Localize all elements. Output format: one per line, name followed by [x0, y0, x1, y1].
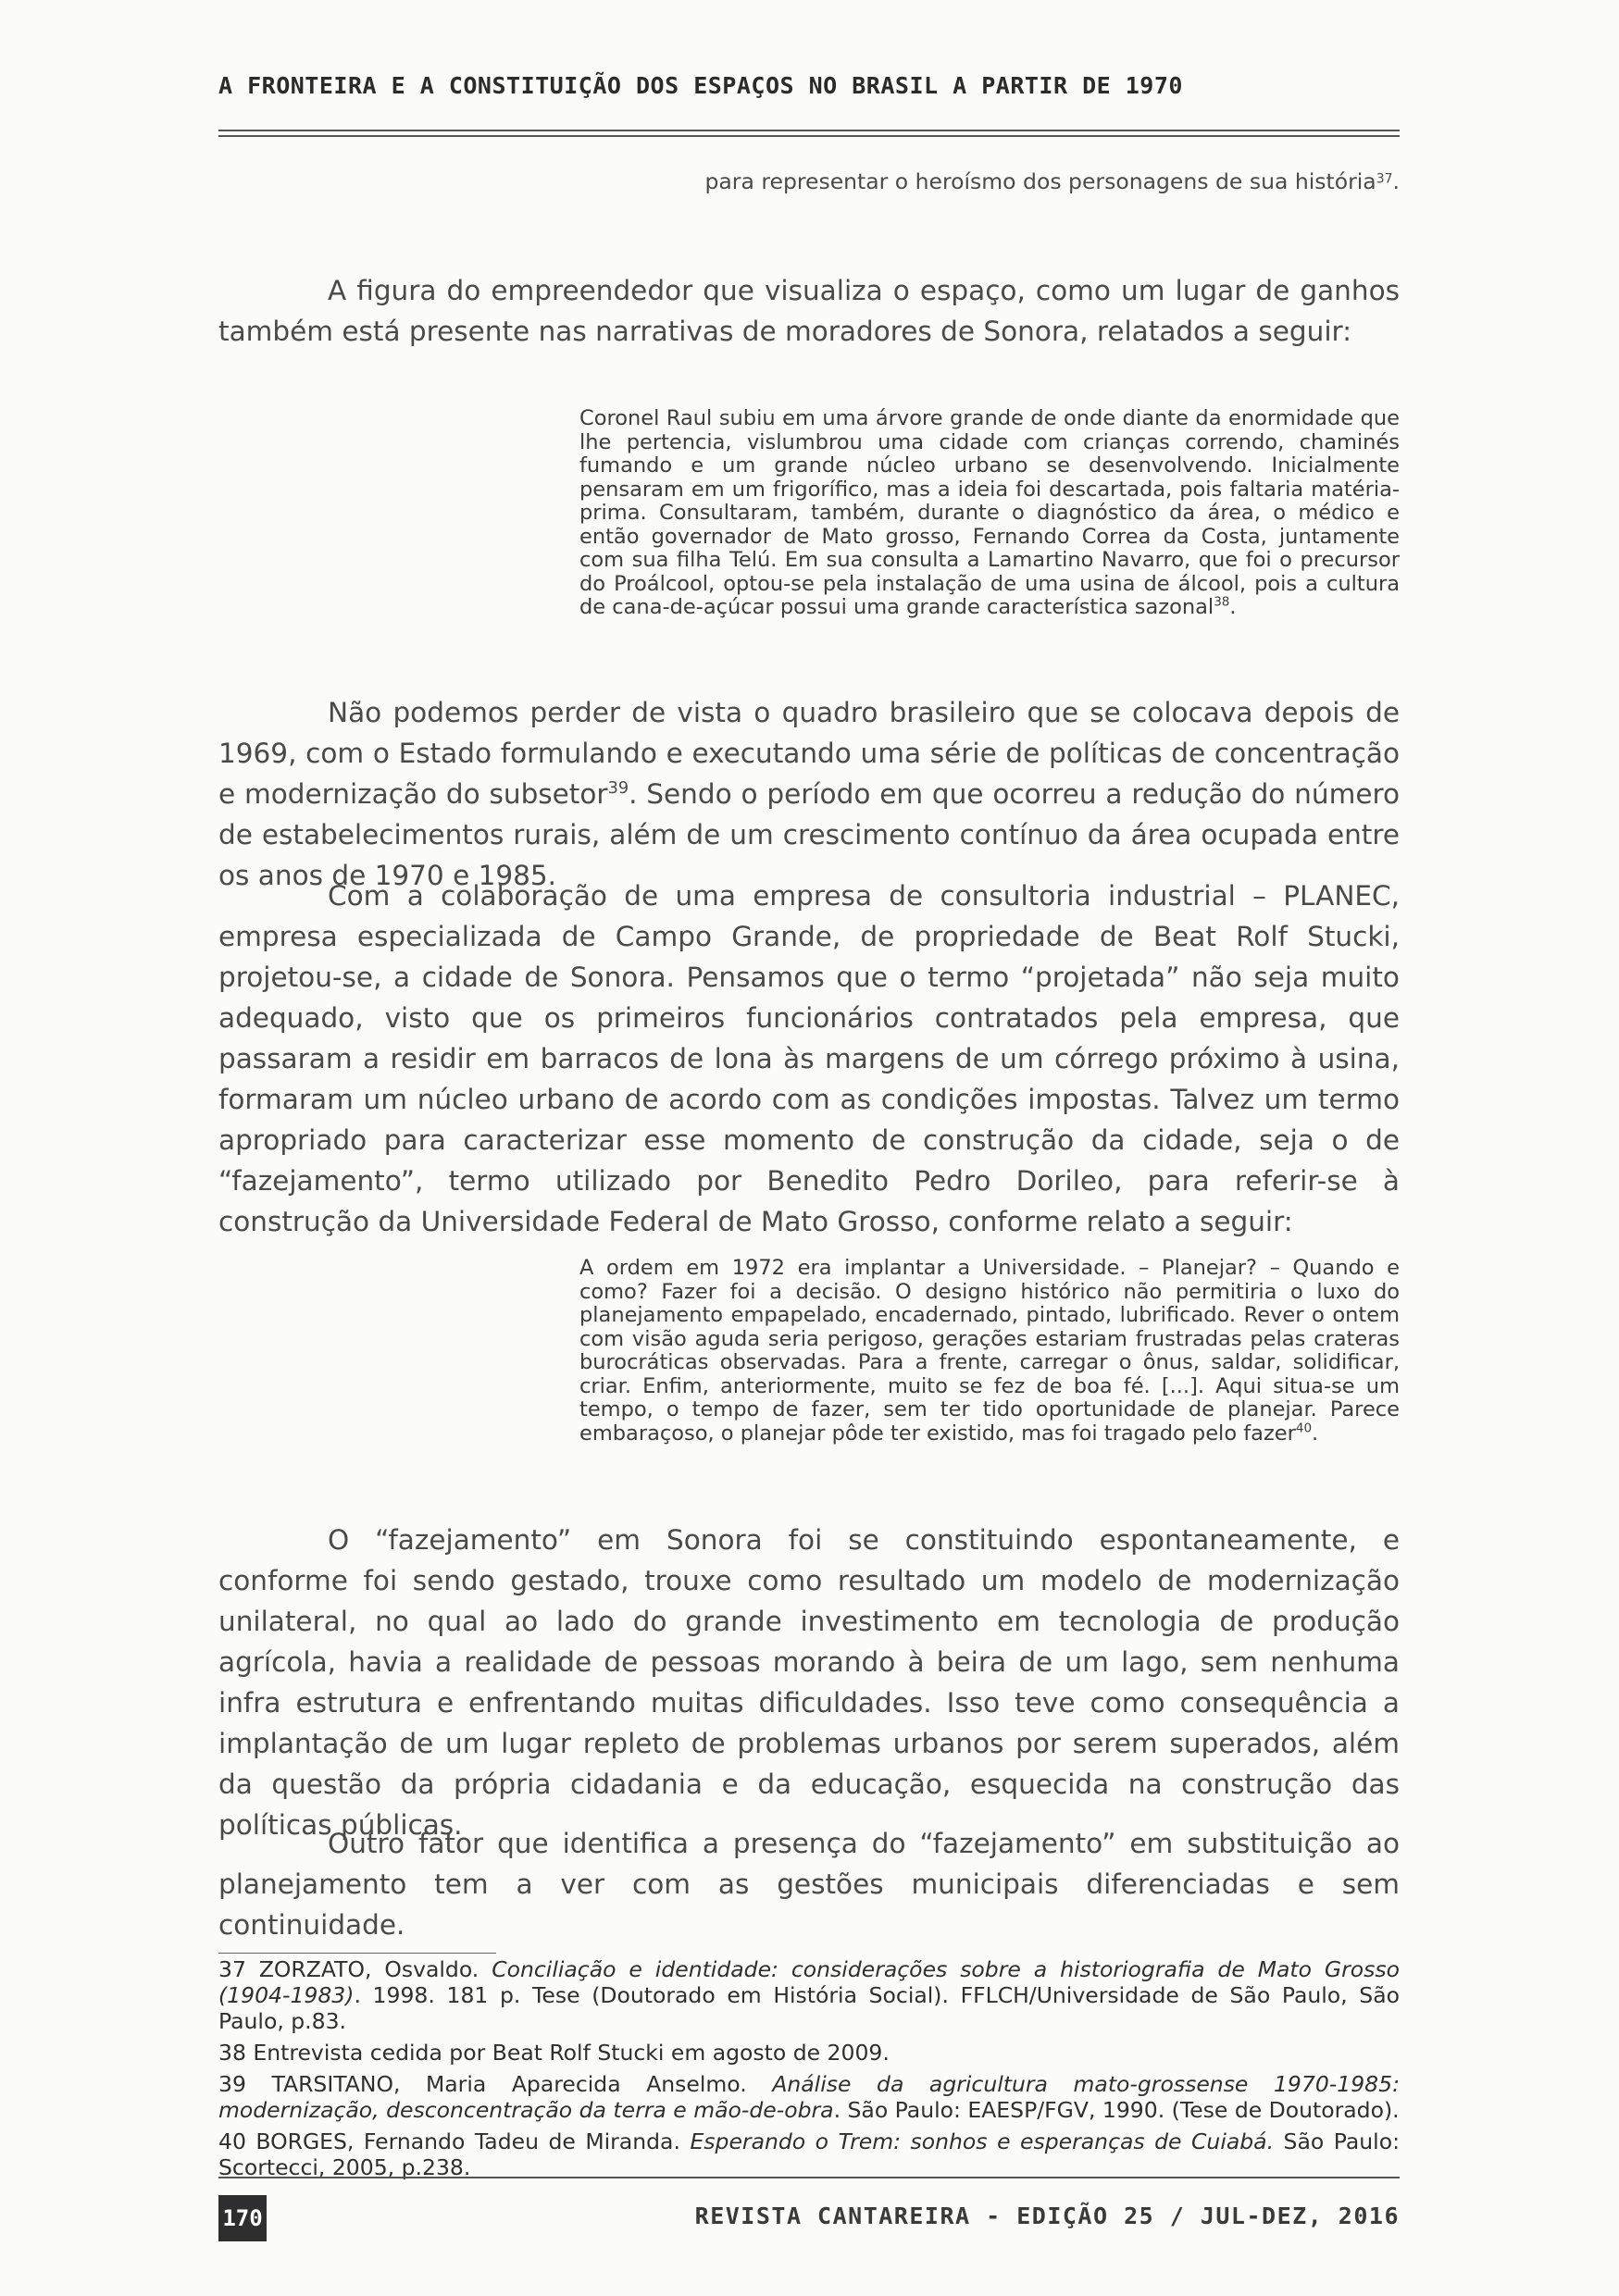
footnote-ref-39[interactable]: 39: [607, 779, 629, 799]
running-title: A FRONTEIRA E A CONSTITUIÇÃO DOS ESPAÇOS NO BRASIL A PARTIR DE 1970: [218, 72, 1183, 99]
footnote-40: [218, 2128, 1400, 2180]
paragraph-3: Com a colaboração de uma empresa de consultoria industrial – PLANEC, empresa especializada de Campo Grande, de propriedade de Beat Rolf Stucki, projetou-se, a cidade de Sonora. Pensamos que o termo “projetada” não seja muito adequado, visto que os primeiros funcionários contratados pela empresa, que passaram a residir em barracos de lona às margens de um córrego próximo à usina, formaram um núcleo urbano de acordo com as condições impostas. Talvez um termo apropriado para caracterizar esse momento de construção da cidade, seja o de “fazejamento”, termo utilizado por Benedito Pedro Dorileo, para referir-se à construção da Universidade Federal de Mato Grosso, conforme relato a seguir:: [218, 880, 1400, 1237]
footnote-39-details: . São Paulo: EAESP/FGV, 1990. (Tese de Doutorado).: [833, 2097, 1400, 2123]
footnote-ref-38[interactable]: 38: [1214, 594, 1230, 610]
footnote-ref-40[interactable]: 40: [1295, 1421, 1313, 1435]
footnote-37: [218, 1956, 1400, 2034]
paragraph-3-container: [218, 875, 1400, 1242]
footer-rule: [218, 2177, 1400, 2178]
footnote-39-author: 39 TARSITANO, Maria Aparecida Anselmo.: [218, 2071, 773, 2097]
footnote-40-title: Esperando o Trem: sonhos e esperanças de Cuiabá.: [690, 2128, 1275, 2154]
footnote-40-author: 40 BORGES, Fernando Tadeu de Miranda.: [218, 2128, 691, 2154]
footnote-37-details: . 1998. 181 p. Tese (Doutorado em História Social). FFLCH/Universidade de São Paulo, São Paulo, p.83.: [218, 1982, 1400, 2034]
continuation-line: para representar o heroísmo dos personagens de sua história$^{37}$.: [704, 168, 1400, 194]
paragraph-5: Outro fator que identifica a presença do “fazejamento” em substituição ao planejamento tem a ver com as gestões municipais diferenciadas e sem continuidade.: [218, 1828, 1400, 1941]
block-quote-1-text: Coronel Raul subiu em uma árvore grande de onde diante da enormidade que lhe pertencia, vislumbrou uma cidade com crianças correndo, chaminés fumando e um grande núcleo urbano se desenvolvendo. Inicialmente pensaram em um frigorífico, mas a ideia foi descartada, pois faltaria matéria-prima. Consultaram, também, durante o diagnóstico da área, o médico e então governador de Mato grosso, Fernando Correa da Costa, juntamente com sua filha Telú. Em sua consulta a Lamartino Navarro, que foi o precursor do Proálcool, optou-se pela instalação de uma usina de álcool, pois a cultura de cana-de-açúcar possui uma grande característica sazonal: [579, 406, 1400, 619]
footnote-ref-37[interactable]: 37: [1376, 171, 1393, 187]
paragraph-4-container: [218, 1520, 1400, 1845]
paragraph-4: O “fazejamento” em Sonora foi se constituindo espontaneamente, e conforme foi sendo gestado, trouxe como resultado um modelo de modernização unilateral, no qual ao lado do grande investimento em tecnologia de produção agrícola, havia a realidade de pessoas morando à beira de um lago, sem nenhuma infra estrutura e enfrentando muitas dificuldades. Isso teve como consequência a implantação de um lugar repleto de problemas urbanos por serem superados, além da questão da própria cidadania e da educação, esquecida na construção das políticas públicas.: [218, 1524, 1400, 1841]
paragraph-2-container: [218, 692, 1400, 896]
footnote-37-author: 37 ZORZATO, Osvaldo.: [218, 1956, 492, 1982]
page-number: 170: [218, 2195, 267, 2241]
continuation-text: para representar o heroísmo dos personagens de sua história: [704, 168, 1376, 194]
block-quote-1: Coronel Raul subiu em uma árvore grande de onde diante da enormidade que lhe pertencia, vislumbrou uma cidade com crianças correndo, chaminés fumando e um grande núcleo urbano se desenvolvendo. Inicialmente pensaram em um frigorífico, mas a ideia foi descartada, pois faltaria matéria-prima. Consultaram, também, durante o diagnóstico da área, o médico e então governador de Mato grosso, Fernando Correa da Costa, juntamente com sua filha Telú. Em sua consulta a Lamartino Navarro, que foi o precursor do Proálcool, optou-se pela instalação de uma usina de álcool, pois a cultura de cana-de-açúcar possui uma grande característica sazonal$^{38}$.: [579, 406, 1400, 619]
paragraph-2-text-a: Não podemos perder de vista o quadro brasileiro que se colocava depois de 1969, com o Estado formulando e executando uma série de políticas de concentração e modernização do subsetor: [218, 697, 1400, 810]
footnote-separator: [218, 1953, 496, 1954]
footnote-39: [218, 2071, 1400, 2123]
block-quote-2: A ordem em 1972 era implantar a Universidade. – Planejar? – Quando e como? Fazer foi a decisão. O designo histórico não permitiria o luxo do planejamento empapelado, encadernado, pintado, lubrificado. Rever o ontem com visão aguda seria perigoso, gerações estariam frustradas pelas crateras burocráticas observadas. Para a frente, carregar o ônus, saldar, solidificar, criar. Enfim, anteriormente, muito se fez de boa fé. [...]. Aqui situa-se um tempo, o tempo de fazer, sem ter tido oportunidade de planejar. Parece embaraçoso, o planejar pôde ter existido, mas foi tragado pelo fazer$^{40}$.: [579, 1256, 1400, 1446]
footnote-37-title: Conciliação e identidade: considerações sobre a historiografia de Mato Grosso (1904-1983): [218, 1956, 1401, 2008]
paragraph-1-container: [218, 270, 1400, 352]
footnote-38: 38 Entrevista cedida por Beat Rolf Stucki em agosto de 2009.: [218, 2040, 890, 2066]
paragraph-2: [218, 692, 1400, 896]
paragraph-5-container: [218, 1823, 1400, 1945]
footnote-39-title: Análise da agricultura mato-grossense 1970-1985: modernização, desconcentração da terra e mão-de-obra: [218, 2071, 1400, 2123]
block-quote-2-text: A ordem em 1972 era implantar a Universidade. – Planejar? – Quando e como? Fazer foi a decisão. O designo histórico não permitiria o luxo do planejamento empapelado, encadernado, pintado, lubrificado. Rever o ontem com visão aguda seria perigoso, gerações estariam frustradas pelas crateras burocráticas observadas. Para a frente, carregar o ônus, saldar, solidificar, criar. Enfim, anteriormente, muito se fez de boa fé. [...]. Aqui situa-se um tempo, o tempo de fazer, sem ter tido oportunidade de planejar. Parece embaraçoso, o planejar pôde ter existido, mas foi tragado pelo fazer: [579, 1256, 1400, 1446]
footnote-40-details: São Paulo: Scortecci, 2005, p.238.: [218, 2128, 1400, 2180]
journal-title: REVISTA CANTAREIRA - EDIÇÃO 25 / JUL-DEZ, 2016: [694, 2203, 1400, 2229]
paragraph-2-text-b: . Sendo o período em que ocorreu a redução do número de estabelecimentos rurais, além de um crescimento contínuo da área ocupada entre os anos de 1970 e 1985.: [218, 778, 1400, 891]
header-rule: [218, 130, 1400, 137]
paragraph-1: A figura do empreendedor que visualiza o espaço, como um lugar de ganhos também está presente nas narrativas de moradores de Sonora, relatados a seguir:: [218, 275, 1400, 347]
footnotes: [218, 1956, 1400, 2186]
